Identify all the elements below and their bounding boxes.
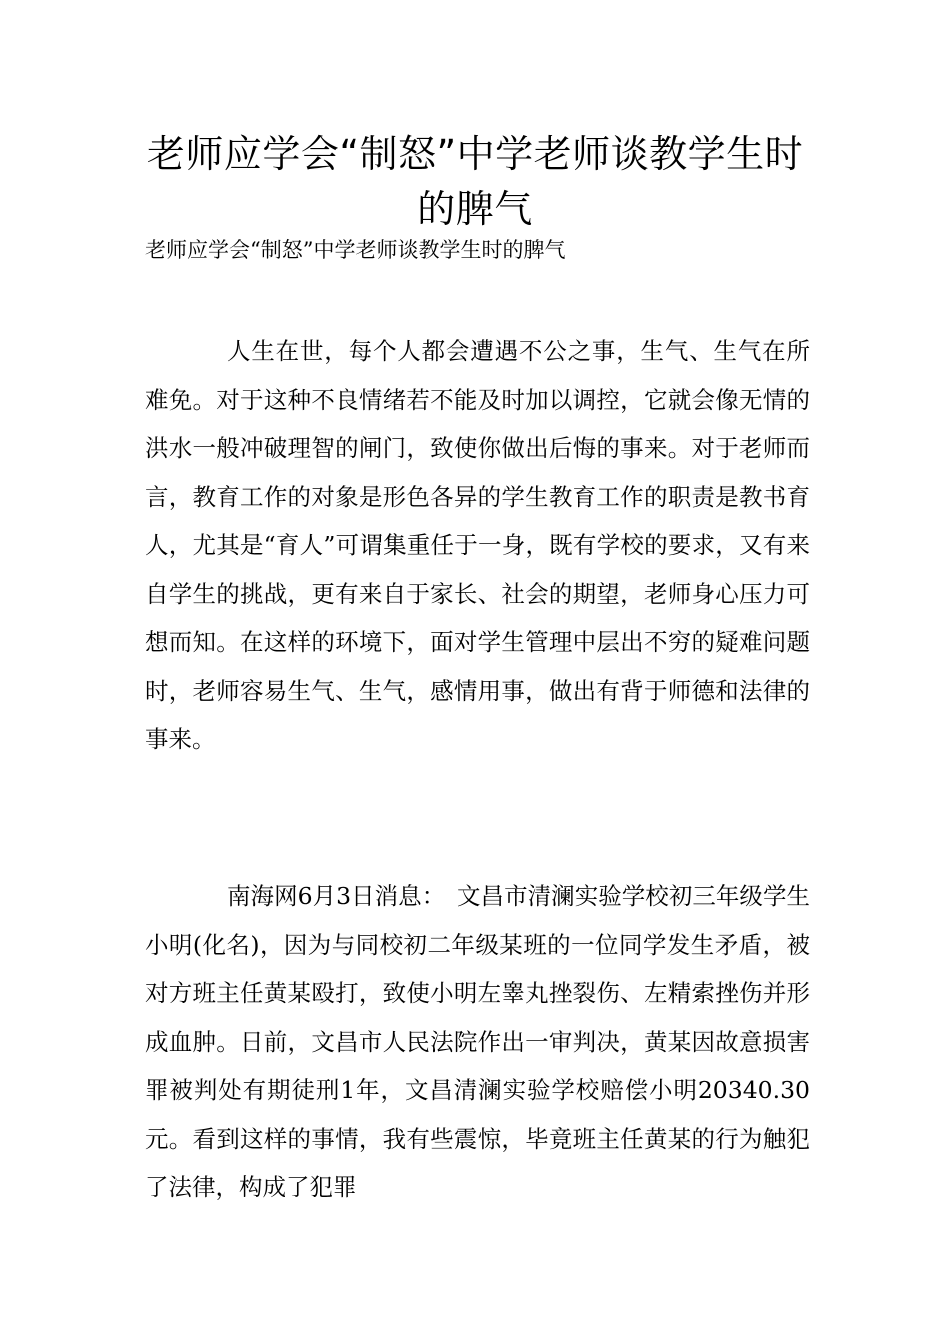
- body-paragraph: 人生在世，每个人都会遭遇不公之事，生气、生气在所难免。对于这种不良情绪若不能及时加以调控，它就会像无情的洪水一般冲破理智的闸门，致使你做出后悔的事来。对于老师而言，教育工作的对象是形色各异的学生教育工作的职责是教书育人，尤其是“育人”可谓集重任于一身，既有学校的要求，又有来自学生的挑战，更有来自于家长、社会的期望，老师身心压力可想而知。在这样的环境下，面对学生管理中层出不穷的疑难问题时，老师容易生气、生气，感情用事，做出有背于师德和法律的事来。: [145, 337, 810, 753]
- document-title: 老师应学会“制怒”中学老师谈教学生时的脾气: [146, 132, 804, 231]
- document-subtitle: 老师应学会“制怒”中学老师谈教学生时的脾气: [145, 238, 566, 262]
- body-paragraph: 南海网6月3日消息： 文昌市清澜实验学校初三年级学生小明(化名)，因为与同校初二年级某班的一位同学发生矛盾，被对方班主任黄某殴打，致使小明左睾丸挫裂伤、左精索挫伤并形成血肿。日前，文昌市人民法院作出一审判决，黄某因故意损害罪被判处有期徒刑1年，文昌清澜实验学校赔偿小明20340.30元。看到这样的事情，我有些震惊，毕竟班主任黄某的行为触犯了法律，构成了犯罪: [145, 882, 810, 1201]
